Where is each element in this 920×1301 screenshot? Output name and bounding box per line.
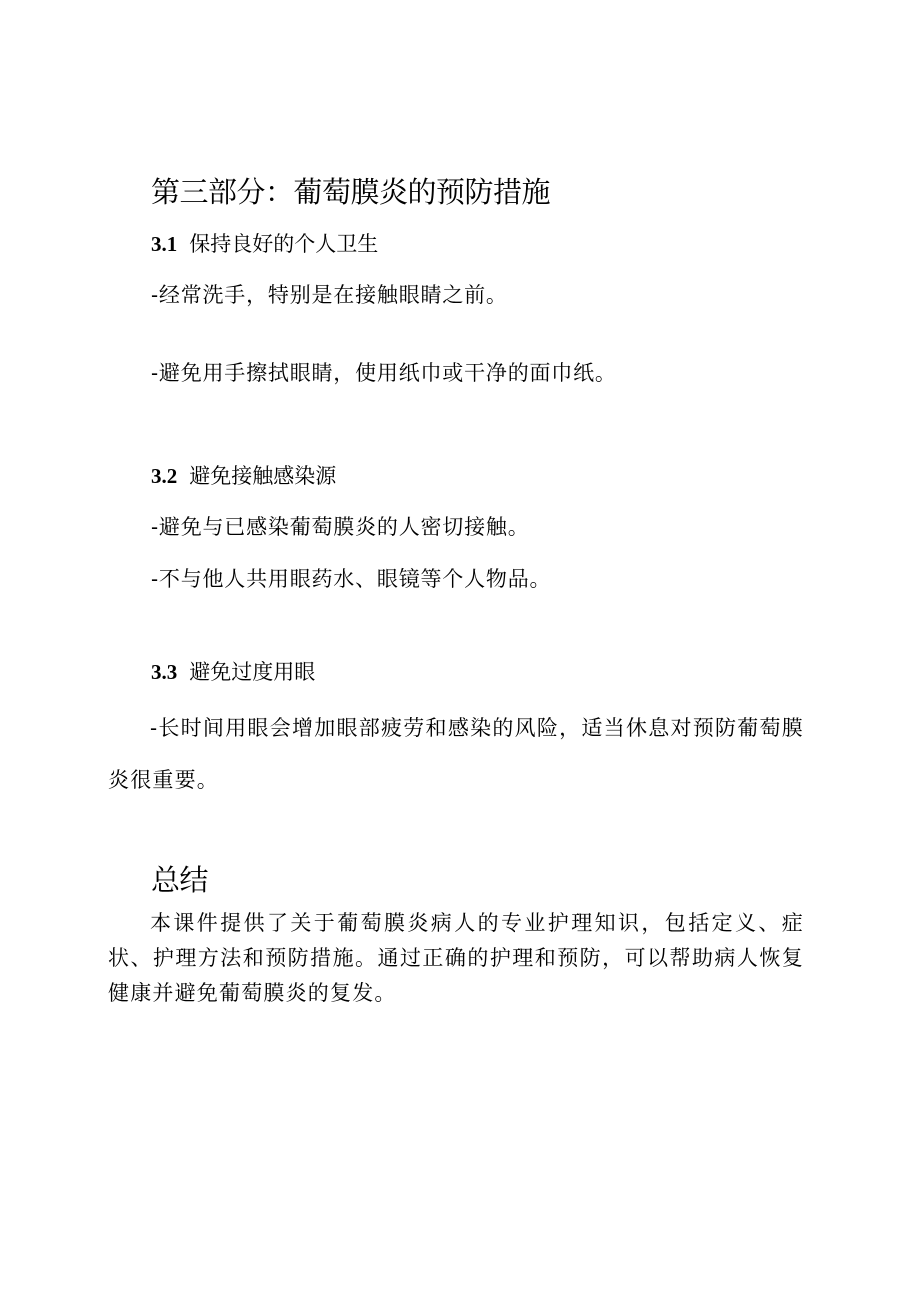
subsection-3-1-title: 保持良好的个人卫生 [189, 232, 379, 256]
subsection-3-3-heading [151, 656, 315, 686]
summary-title: 总结 [151, 863, 209, 897]
subsection-3-1-heading [151, 228, 378, 258]
subsection-3-1-number: 3.1 [151, 232, 178, 256]
subsection-3-3-number: 3.3 [151, 660, 178, 684]
list-item: -避免用手擦拭眼睛，使用纸巾或干净的面巾纸。 [151, 361, 617, 385]
list-item: -不与他人共用眼药水、眼镜等个人物品。 [151, 567, 552, 591]
subsection-3-3-title: 避免过度用眼 [189, 660, 316, 684]
list-item: -经常洗手，特别是在接触眼睛之前。 [151, 283, 508, 307]
subsection-3-2-heading [151, 460, 336, 490]
subsection-3-2-title: 避免接触感染源 [189, 464, 337, 488]
summary-paragraph: 本课件提供了关于葡萄膜炎病人的专业护理知识，包括定义、症状、护理方法和预防措施。通过正确的护理和预防，可以帮助病人恢复健康并避免葡萄膜炎的复发。 [108, 911, 804, 1005]
subsection-3-2-number: 3.2 [151, 464, 178, 488]
list-item: -避免与已感染葡萄膜炎的人密切接触。 [151, 515, 530, 539]
section-3-title: 第三部分：葡萄膜炎的预防措施 [151, 175, 551, 209]
subsection-3-3-paragraph: -长时间用眼会增加眼部疲劳和感染的风险，适当休息对预防葡萄膜炎很重要。 [108, 716, 804, 792]
